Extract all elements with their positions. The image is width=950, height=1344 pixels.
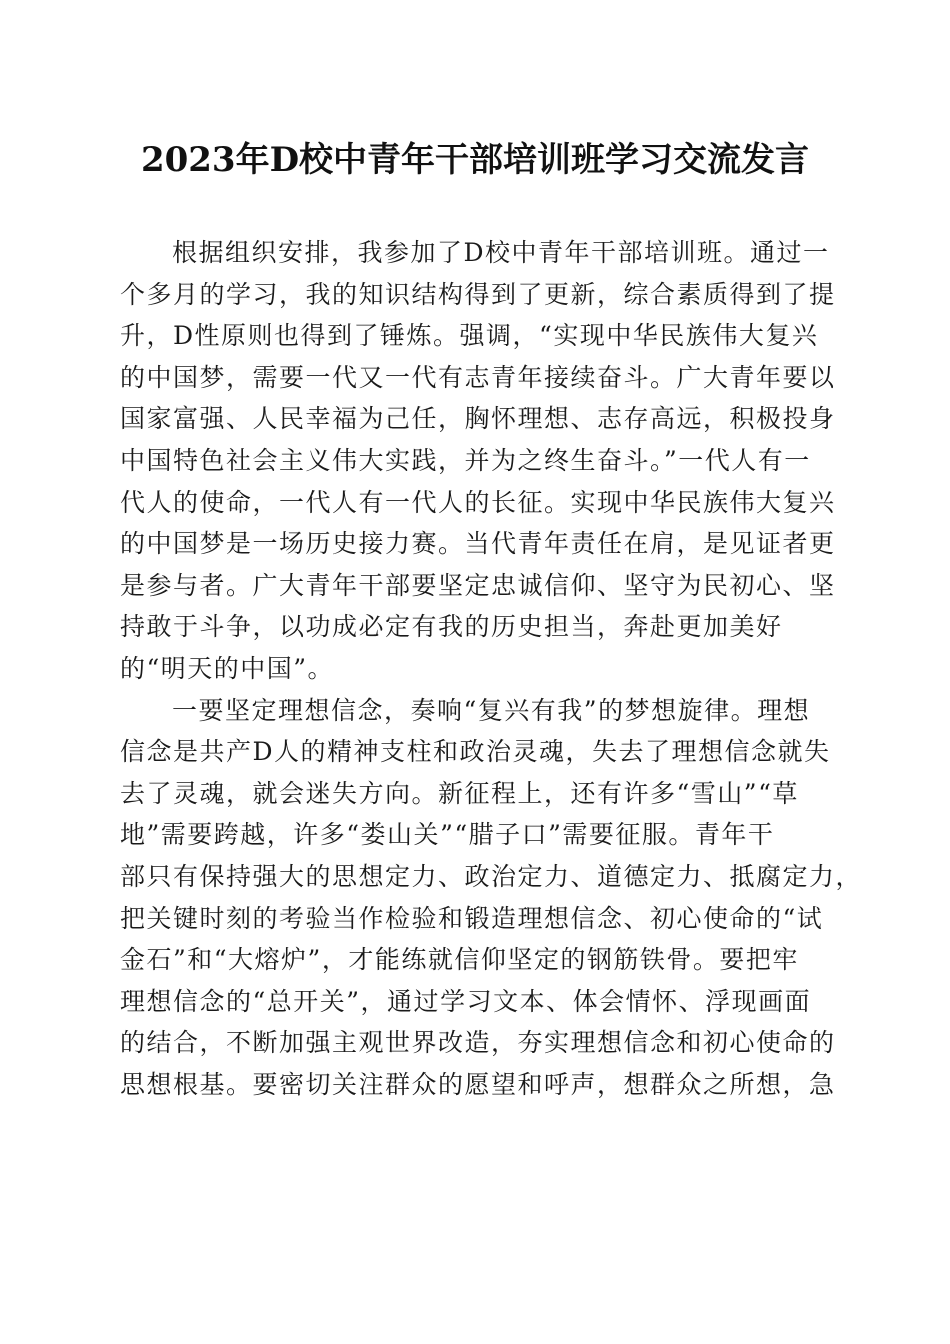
- text-line: 根据组织安排，我参加了D校中青年干部培训班。通过一: [172, 238, 830, 267]
- text-line: 的中国梦是一场历史接力赛。当代青年责任在肩，是见证者更: [120, 529, 836, 559]
- text-line: 代人的使命，一代人有一代人的长征。实现中华民族伟大复兴: [120, 487, 836, 517]
- text-line: 的中国梦，需要一代又一代有志青年接续奋斗。广大青年要以: [120, 362, 836, 392]
- text-line: 中国特色社会主义伟大实践，并为之终生奋斗。”一代人有一: [120, 445, 811, 475]
- text-line: 国家富强、人民幸福为己任，胸怀理想、志存高远，积极投身: [120, 404, 836, 434]
- text-line: 信念是共产D人的精神支柱和政治灵魂，失去了理想信念就失: [120, 737, 831, 767]
- text-line: 金石”和“大熔炉”，才能练就信仰坚定的钢筋铁骨。要把牢: [120, 945, 799, 975]
- text-line: 思想根基。要密切关注群众的愿望和呼声，想群众之所想，急: [120, 1069, 836, 1099]
- text-line: 持敢于斗争，以功成必定有我的历史担当，奔赴更加美好: [120, 612, 783, 642]
- text-line: 理想信念的“总开关”，通过学习文本、体会情怀、浮现画面: [120, 986, 812, 1016]
- document-title: 2023年D校中青年干部培训班学习交流发言: [140, 140, 810, 180]
- text-line: 个多月的学习，我的知识结构得到了更新，综合素质得到了提: [120, 279, 836, 309]
- text-line: 是参与者。广大青年干部要坚定忠诚信仰、坚守为民初心、坚: [120, 570, 836, 600]
- text-line: 的“明天的中国”。: [120, 653, 335, 683]
- text-line: 升，D性原则也得到了锤炼。强调，“实现中华民族伟大复兴: [120, 321, 819, 351]
- text-line: 地”需要跨越，许多“娄山关”“腊子口”需要征服。青年干: [120, 820, 775, 850]
- text-line: 部只有保持强大的思想定力、政治定力、道德定力、抵腐定力，: [120, 861, 863, 891]
- text-line: 把关键时刻的考验当作检验和锻造理想信念、初心使命的“试: [120, 903, 824, 933]
- text-line: 去了灵魂，就会迷失方向。新征程上，还有许多“雪山”“草: [120, 778, 799, 808]
- text-line: 的结合，不断加强主观世界改造，夯实理想信念和初心使命的: [120, 1028, 836, 1058]
- document-body: [120, 232, 863, 1105]
- text-line: 一要坚定理想信念，奏响“复兴有我”的梦想旋律。理想: [172, 695, 811, 725]
